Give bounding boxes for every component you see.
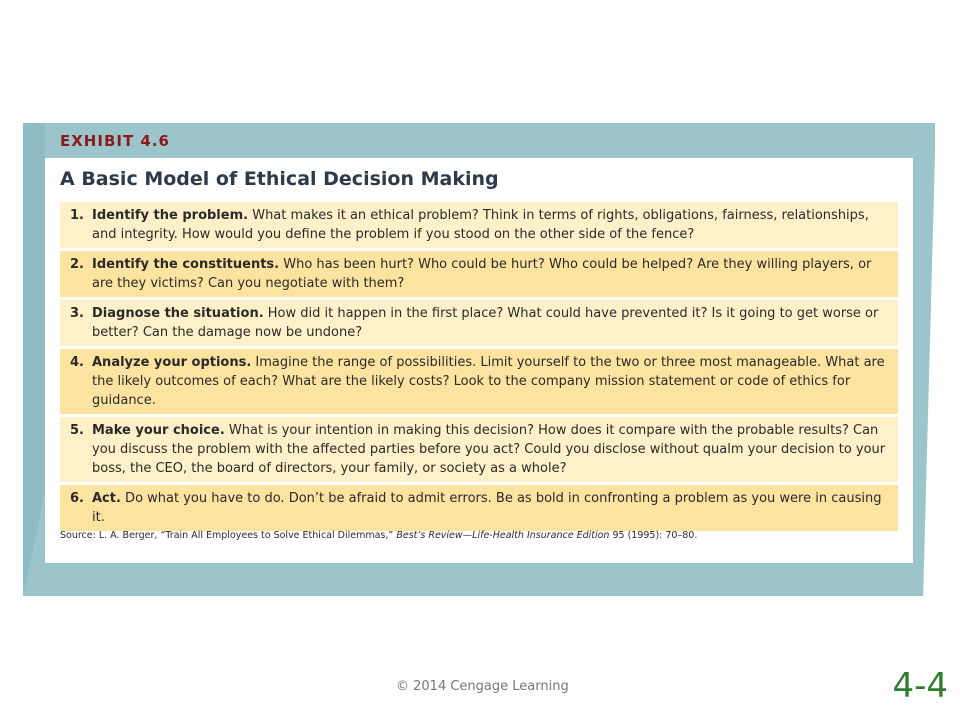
- step-row-4: [60, 349, 898, 414]
- source-citation: [60, 530, 697, 541]
- source-journal: Best’s Review—Life-Health Insurance Edition: [396, 530, 610, 541]
- step-number: 1.: [70, 208, 84, 223]
- step-number: 5.: [70, 423, 84, 438]
- step-row-5: [60, 417, 898, 482]
- step-row-3: [60, 300, 898, 346]
- step-number: 4.: [70, 355, 84, 370]
- step-heading: Identify the constituents.: [92, 257, 280, 272]
- step-text: What is your intention in making this decision? How does it compare with the probable results? Can you discuss the problem with the affected parties before you act? Could you disclose without qualm your decision to your boss, the CEO, the board of directors, your family, or society as a whole?: [92, 423, 886, 476]
- step-text: Imagine the range of possibilities. Limit yourself to the two or three most manageable. What are the likely outcomes of each? What are the likely costs? Look to the company mission statement or code of ethics for guidance.: [92, 355, 885, 408]
- step-number: 2.: [70, 257, 84, 272]
- step-heading: Make your choice.: [92, 423, 225, 438]
- step-row-6: [60, 485, 898, 531]
- step-row-2: [60, 251, 898, 297]
- exhibit-title: A Basic Model of Ethical Decision Making: [60, 168, 499, 190]
- source-prefix: Source: L. A. Berger, “Train All Employees to Solve Ethical Dilemmas,”: [60, 530, 397, 541]
- step-heading: Diagnose the situation.: [92, 306, 264, 321]
- slide-number: 4-4: [892, 666, 948, 706]
- steps-list: [60, 202, 898, 534]
- step-number: 6.: [70, 491, 84, 506]
- exhibit-label: EXHIBIT 4.6: [60, 132, 170, 150]
- step-text: What makes it an ethical problem? Think in terms of rights, obligations, fairness, relationships, and integrity. How would you define the problem if you stood on the other side of the fence?: [92, 208, 869, 242]
- step-heading: Act.: [92, 491, 121, 506]
- source-suffix: 95 (1995): 70–80.: [609, 530, 698, 541]
- step-heading: Analyze your options.: [92, 355, 252, 370]
- step-number: 3.: [70, 306, 84, 321]
- step-row-1: [60, 202, 898, 248]
- step-text: Do what you have to do. Don’t be afraid to admit errors. Be as bold in confronting a problem as you were in causing it.: [92, 491, 882, 525]
- step-text: How did it happen in the first place? What could have prevented it? Is it going to get worse or better? Can the damage now be undone?: [92, 306, 879, 340]
- step-heading: Identify the problem.: [92, 208, 249, 223]
- step-text: Who has been hurt? Who could be hurt? Who could be helped? Are they willing players, or are they victims? Can you negotiate with them?: [92, 257, 872, 291]
- copyright-notice: © 2014 Cengage Learning: [396, 679, 569, 694]
